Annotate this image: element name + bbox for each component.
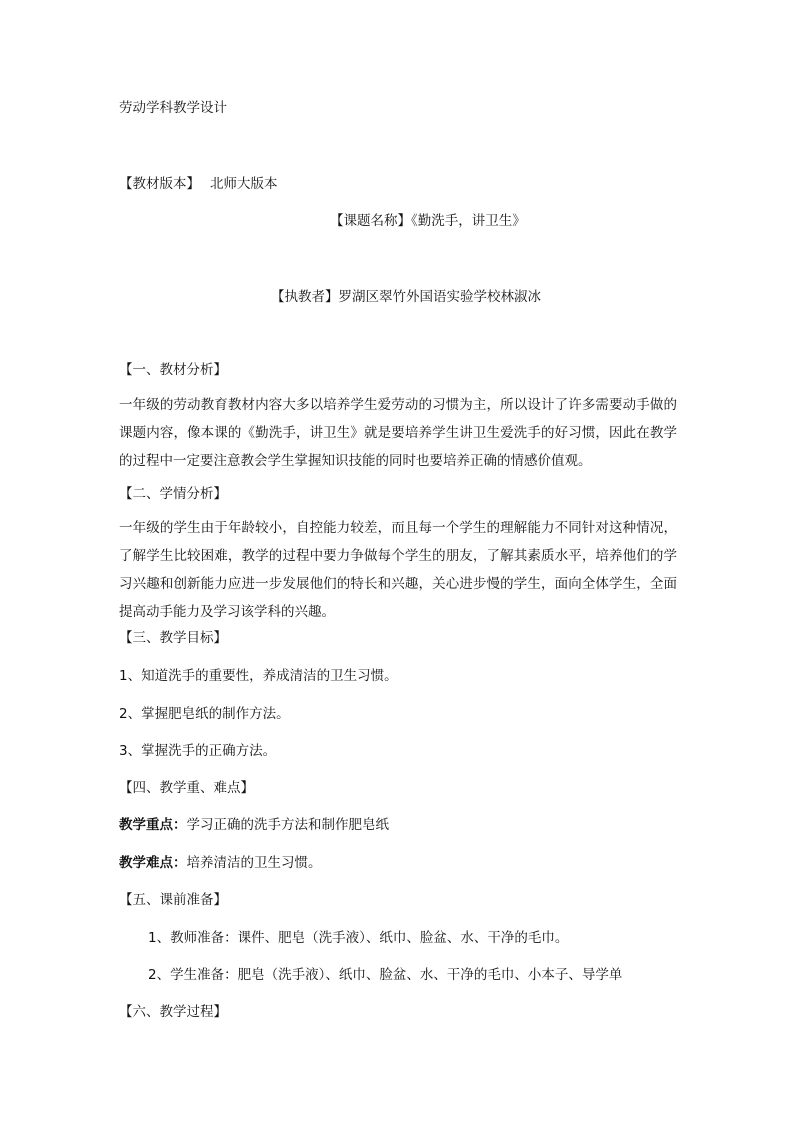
difficulty-line: [119, 853, 322, 873]
edition-line: [119, 174, 278, 194]
difficulty-label: 教学难点：: [119, 855, 187, 871]
lesson-value: 《勤洗手，讲卫生》: [411, 213, 526, 229]
key-point-line: [119, 815, 389, 835]
section-4-heading: 【四、教学重、难点】: [119, 780, 254, 796]
edition-value: 北师大版本: [210, 176, 278, 192]
section-2-text: 一年级的学生由于年龄较小，自控能力较差，而且每一个学生的理解能力不同针对这种情况，了解学生比较困难，教学的过程中要力争做每个学生的朋友，了解其素质水平，培养他们的学习兴趣和创新能力应进一步发展他们的特长和兴趣，关心进步慢的学生，面向全体学生，全面提高动手能力及学习该学科的兴趣。: [119, 520, 677, 620]
prep-item-teacher: 1、教师准备：课件、肥皂（洗手液）、纸巾、脸盆、水、干净的毛巾。: [148, 930, 569, 946]
edition-label: 【教材版本】: [119, 176, 200, 192]
section-1-heading: 【一、教材分析】: [119, 362, 227, 378]
section-3-heading: 【三、教学目标】: [119, 630, 227, 646]
goal-item-2: 2、掌握肥皂纸的制作方法。: [119, 706, 290, 722]
lesson-line: [330, 211, 526, 231]
teacher-line: 【执教者】罗湖区翠竹外国语实验学校林淑冰: [271, 289, 541, 305]
goal-item-3: 3、掌握洗手的正确方法。: [119, 743, 277, 759]
goal-item-1: 1、知道洗手的重要性，养成清洁的卫生习惯。: [119, 668, 398, 684]
section-2-heading: 【二、学情分析】: [119, 486, 227, 502]
key-point-value: 学习正确的洗手方法和制作肥皂纸: [186, 817, 389, 833]
key-point-label: 教学重点：: [119, 817, 187, 833]
lesson-label: 【课题名称】: [330, 213, 411, 229]
section-5-heading: 【五、课前准备】: [119, 892, 227, 908]
section-6-heading: 【六、教学过程】: [119, 1004, 227, 1020]
prep-item-student: 2、学生准备：肥皂（洗手液）、纸巾、脸盆、水、干净的毛巾、小本子、导学单: [148, 967, 623, 983]
difficulty-value: 培养清洁的卫生习惯。: [186, 855, 322, 871]
section-1-text: 一年级的劳动教育教材内容大多以培养学生爱劳动的习惯为主，所以设计了许多需要动手做的课题内容，像本课的《勤洗手，讲卫生》就是要培养学生讲卫生爱洗手的好习惯，因此在教学的过程中一定要注意教会学生掌握知识技能的同时也要培养正确的情感价值观。: [119, 397, 677, 469]
doc-title: 劳动学科教学设计: [119, 100, 227, 116]
